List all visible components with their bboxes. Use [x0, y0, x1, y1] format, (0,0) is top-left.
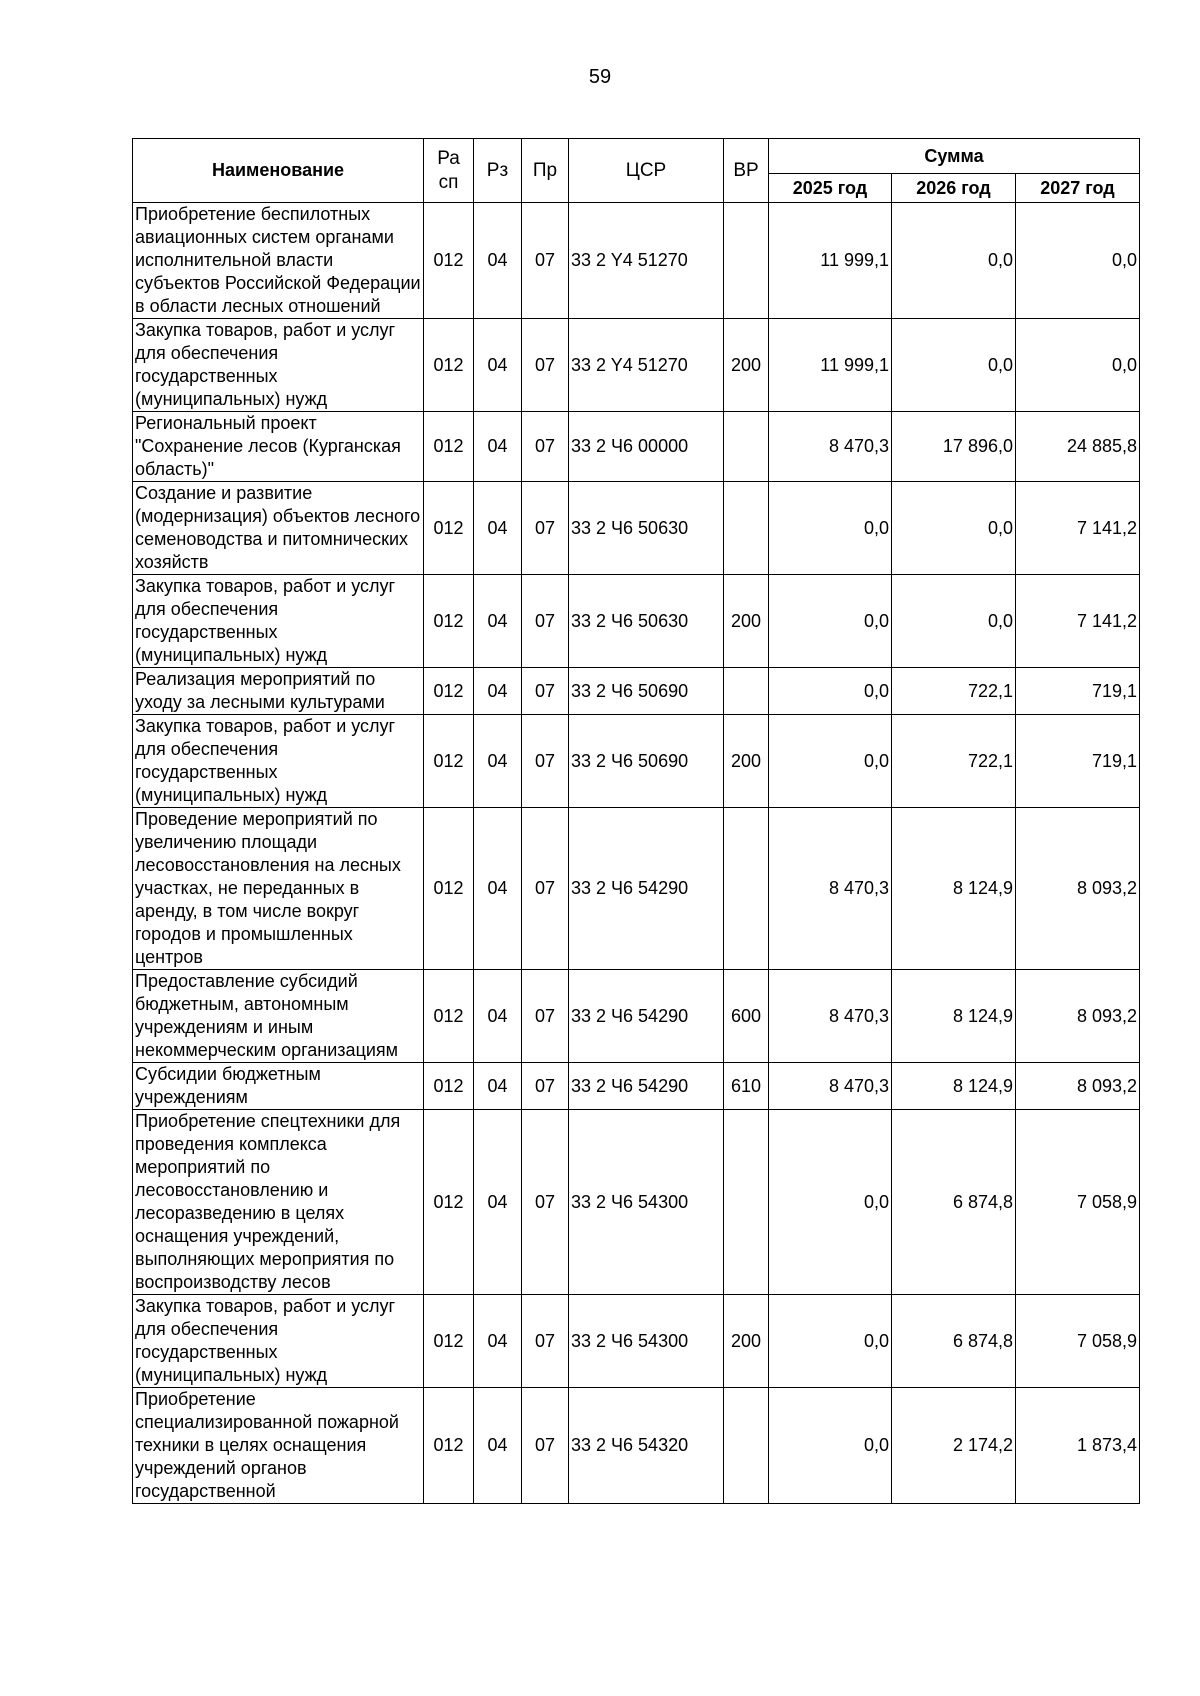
cell-csr: 33 2 Ч6 00000	[569, 412, 724, 482]
cell-rasp: 012	[424, 1388, 474, 1504]
cell-2027: 7 058,9	[1016, 1110, 1140, 1295]
cell-csr: 33 2 Ч6 54320	[569, 1388, 724, 1504]
cell-name: Закупка товаров, работ и услуг для обеспечения государственных (муниципальных) нужд	[133, 575, 424, 668]
cell-2026: 8 124,9	[892, 808, 1016, 970]
cell-rasp: 012	[424, 668, 474, 715]
table-row	[133, 1063, 1140, 1110]
header-name: Наименование	[133, 139, 424, 203]
cell-rasp: 012	[424, 319, 474, 412]
table-row	[133, 412, 1140, 482]
cell-rz: 04	[474, 1388, 522, 1504]
cell-rz: 04	[474, 575, 522, 668]
table-row	[133, 715, 1140, 808]
cell-pr: 07	[522, 1110, 569, 1295]
cell-csr: 33 2 Ч6 54290	[569, 808, 724, 970]
cell-2027: 7 058,9	[1016, 1295, 1140, 1388]
cell-vr	[724, 482, 769, 575]
header-csr: ЦСР	[569, 139, 724, 203]
cell-csr: 33 2 Y4 51270	[569, 319, 724, 412]
cell-csr: 33 2 Ч6 50630	[569, 575, 724, 668]
cell-name: Приобретение специализированной пожарной техники в целях оснащения учреждений органов государственной	[133, 1388, 424, 1504]
cell-rasp: 012	[424, 1063, 474, 1110]
header-pr: Пр	[522, 139, 569, 203]
cell-2026: 8 124,9	[892, 1063, 1016, 1110]
cell-vr: 610	[724, 1063, 769, 1110]
table-row	[133, 575, 1140, 668]
cell-csr: 33 2 Ч6 54290	[569, 1063, 724, 1110]
cell-pr: 07	[522, 668, 569, 715]
cell-2025: 0,0	[769, 715, 892, 808]
table-row	[133, 970, 1140, 1063]
table-row	[133, 1388, 1140, 1504]
cell-rasp: 012	[424, 575, 474, 668]
cell-name: Приобретение спецтехники для проведения комплекса мероприятий по лесовосстановлению и лесоразведению в целях оснащения учреждений, выполняющих мероприятия по воспроизводству лесов	[133, 1110, 424, 1295]
cell-csr: 33 2 Ч6 54290	[569, 970, 724, 1063]
header-sum: Сумма	[769, 139, 1140, 174]
cell-csr: 33 2 Ч6 54300	[569, 1295, 724, 1388]
cell-vr	[724, 808, 769, 970]
cell-vr: 600	[724, 970, 769, 1063]
cell-csr: 33 2 Y4 51270	[569, 203, 724, 319]
cell-2025: 0,0	[769, 575, 892, 668]
cell-vr: 200	[724, 715, 769, 808]
cell-pr: 07	[522, 575, 569, 668]
cell-2026: 6 874,8	[892, 1110, 1016, 1295]
header-year-2026: 2026 год	[892, 174, 1016, 203]
cell-pr: 07	[522, 482, 569, 575]
cell-name: Предоставление субсидий бюджетным, автономным учреждениям и иным некоммерческим организациям	[133, 970, 424, 1063]
cell-pr: 07	[522, 1388, 569, 1504]
budget-table	[132, 138, 1140, 1504]
cell-2025: 8 470,3	[769, 1063, 892, 1110]
cell-rz: 04	[474, 203, 522, 319]
cell-2025: 8 470,3	[769, 970, 892, 1063]
cell-rasp: 012	[424, 1110, 474, 1295]
table-row	[133, 482, 1140, 575]
cell-rz: 04	[474, 970, 522, 1063]
cell-vr: 200	[724, 1295, 769, 1388]
table-row	[133, 1295, 1140, 1388]
cell-pr: 07	[522, 1063, 569, 1110]
cell-2027: 1 873,4	[1016, 1388, 1140, 1504]
table-body	[133, 203, 1140, 1504]
cell-csr: 33 2 Ч6 50630	[569, 482, 724, 575]
cell-name: Проведение мероприятий по увеличению площади лесовосстановления на лесных участках, не переданных в аренду, в том числе вокруг городов и промышленных центров	[133, 808, 424, 970]
cell-name: Региональный проект "Сохранение лесов (Курганская область)"	[133, 412, 424, 482]
table-row	[133, 808, 1140, 970]
cell-csr: 33 2 Ч6 50690	[569, 715, 724, 808]
cell-vr	[724, 412, 769, 482]
cell-rz: 04	[474, 1110, 522, 1295]
cell-2027: 7 141,2	[1016, 482, 1140, 575]
cell-2026: 8 124,9	[892, 970, 1016, 1063]
cell-2025: 8 470,3	[769, 808, 892, 970]
cell-2026: 722,1	[892, 668, 1016, 715]
cell-rasp: 012	[424, 203, 474, 319]
cell-2025: 0,0	[769, 1110, 892, 1295]
cell-2026: 722,1	[892, 715, 1016, 808]
cell-2026: 17 896,0	[892, 412, 1016, 482]
table-row	[133, 319, 1140, 412]
cell-2025: 0,0	[769, 1388, 892, 1504]
cell-name: Приобретение беспилотных авиационных систем органами исполнительной власти субъектов Российской Федерации в области лесных отношений	[133, 203, 424, 319]
cell-name: Создание и развитие (модернизация) объектов лесного семеноводства и питомнических хозяйств	[133, 482, 424, 575]
cell-rz: 04	[474, 482, 522, 575]
cell-vr	[724, 668, 769, 715]
cell-name: Реализация мероприятий по уходу за лесными культурами	[133, 668, 424, 715]
cell-vr	[724, 203, 769, 319]
table-header	[133, 139, 1140, 203]
cell-name: Субсидии бюджетным учреждениям	[133, 1063, 424, 1110]
cell-pr: 07	[522, 412, 569, 482]
cell-vr: 200	[724, 575, 769, 668]
header-vr: ВР	[724, 139, 769, 203]
cell-2026: 0,0	[892, 482, 1016, 575]
table-row	[133, 1110, 1140, 1295]
cell-2026: 0,0	[892, 203, 1016, 319]
cell-pr: 07	[522, 715, 569, 808]
cell-2027: 7 141,2	[1016, 575, 1140, 668]
cell-2027: 8 093,2	[1016, 808, 1140, 970]
header-rasp: Ра сп	[424, 139, 474, 203]
cell-rz: 04	[474, 319, 522, 412]
header-year-2025: 2025 год	[769, 174, 892, 203]
cell-vr	[724, 1110, 769, 1295]
cell-2025: 0,0	[769, 482, 892, 575]
cell-pr: 07	[522, 808, 569, 970]
cell-2027: 8 093,2	[1016, 1063, 1140, 1110]
cell-2026: 2 174,2	[892, 1388, 1016, 1504]
table-row	[133, 668, 1140, 715]
cell-rz: 04	[474, 1063, 522, 1110]
cell-2027: 719,1	[1016, 715, 1140, 808]
cell-2026: 0,0	[892, 575, 1016, 668]
cell-2025: 11 999,1	[769, 203, 892, 319]
table-row	[133, 203, 1140, 319]
header-year-2027: 2027 год	[1016, 174, 1140, 203]
cell-2027: 0,0	[1016, 319, 1140, 412]
cell-rz: 04	[474, 668, 522, 715]
cell-pr: 07	[522, 319, 569, 412]
cell-rasp: 012	[424, 482, 474, 575]
cell-vr: 200	[724, 319, 769, 412]
cell-vr	[724, 1388, 769, 1504]
cell-rasp: 012	[424, 808, 474, 970]
page-number: 59	[588, 66, 612, 88]
cell-pr: 07	[522, 203, 569, 319]
cell-2026: 0,0	[892, 319, 1016, 412]
cell-rasp: 012	[424, 715, 474, 808]
cell-csr: 33 2 Ч6 54300	[569, 1110, 724, 1295]
cell-2025: 0,0	[769, 1295, 892, 1388]
cell-rz: 04	[474, 1295, 522, 1388]
cell-2027: 0,0	[1016, 203, 1140, 319]
cell-name: Закупка товаров, работ и услуг для обеспечения государственных (муниципальных) нужд	[133, 715, 424, 808]
cell-2027: 719,1	[1016, 668, 1140, 715]
cell-rasp: 012	[424, 412, 474, 482]
cell-rasp: 012	[424, 970, 474, 1063]
cell-name: Закупка товаров, работ и услуг для обеспечения государственных (муниципальных) нужд	[133, 1295, 424, 1388]
cell-2025: 8 470,3	[769, 412, 892, 482]
cell-rz: 04	[474, 412, 522, 482]
cell-2027: 24 885,8	[1016, 412, 1140, 482]
cell-rasp: 012	[424, 1295, 474, 1388]
cell-name: Закупка товаров, работ и услуг для обеспечения государственных (муниципальных) нужд	[133, 319, 424, 412]
cell-2026: 6 874,8	[892, 1295, 1016, 1388]
cell-2025: 11 999,1	[769, 319, 892, 412]
header-rz: Рз	[474, 139, 522, 203]
cell-rz: 04	[474, 808, 522, 970]
cell-csr: 33 2 Ч6 50690	[569, 668, 724, 715]
cell-pr: 07	[522, 1295, 569, 1388]
cell-2027: 8 093,2	[1016, 970, 1140, 1063]
cell-2025: 0,0	[769, 668, 892, 715]
cell-pr: 07	[522, 970, 569, 1063]
cell-rz: 04	[474, 715, 522, 808]
